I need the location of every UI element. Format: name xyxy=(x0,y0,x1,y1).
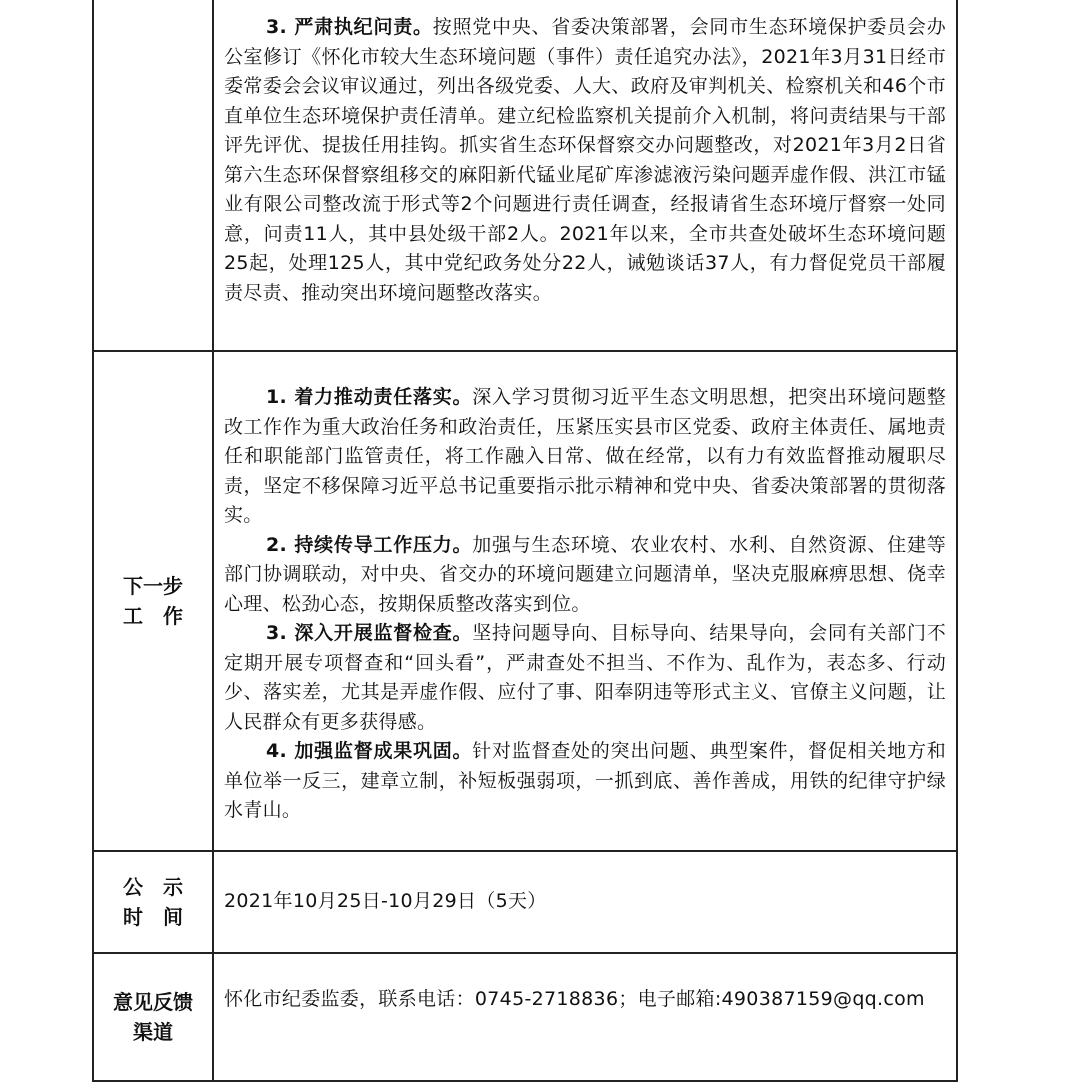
label-line: 工 作 xyxy=(123,604,183,628)
row-content-accountability xyxy=(213,0,957,351)
table-row-publicity-period xyxy=(93,851,957,953)
paragraph-heading: 3. 深入开展监督检查。 xyxy=(266,622,473,644)
paragraph-inspection xyxy=(224,619,946,737)
row-content-feedback-channel xyxy=(213,953,957,1081)
row-label-feedback-channel xyxy=(93,953,213,1081)
paragraph-body: 针对监督查处的突出问题、典型案件，督促相关地方和单位举一反三，建章立制，补短板强弱项，一抓到底、善作善成，用铁的纪律守护绿水青山。 xyxy=(224,740,947,821)
table-row-next-steps xyxy=(93,351,957,851)
table-row-accountability xyxy=(93,0,957,351)
paragraph-consolidation xyxy=(224,737,946,826)
label-line: 下一步 xyxy=(123,574,183,598)
row-content-next-steps xyxy=(213,351,957,851)
publicity-dates: 2021年10月25日-10月29日（5天） xyxy=(224,890,547,913)
paragraph-discipline-accountability xyxy=(224,13,946,308)
paragraph-heading: 2. 持续传导工作压力。 xyxy=(266,533,473,556)
paragraph-pressure xyxy=(224,531,946,620)
row-label-publicity-period xyxy=(93,851,213,953)
row-label-empty xyxy=(93,0,213,351)
row-content-publicity-period xyxy=(213,851,957,953)
label-line: 意见反馈 xyxy=(113,990,193,1014)
paragraph-body: 深入学习贯彻习近平生态文明思想，把突出环境问题整改工作作为重大政治任务和政治责任，压紧压实县市区党委、政府主体责任、属地责任和职能部门监管责任，将工作融入日常、做在经常，以有力有效监督推动履职尽责，坚定不移保障习近平总书记重要指示批示精神和党中央、省委决策部署的贯彻落实。 xyxy=(224,386,947,526)
paragraph-body: 坚持问题导向、目标导向、结果导向，会同有关部门不定期开展专项督查和“回头看”，严肃查处不担当、不作为、乱作为，表态多、行动少、落实差，尤其是弄虚作假、应付了事、阳奉阴违等形式主义、官僚主义问题，让人民群众有更多获得感。 xyxy=(224,622,947,733)
paragraph-body: 加强与生态环境、农业农村、水利、自然资源、住建等部门协调联动，对中央、省交办的环境问题建立问题清单，坚决克服麻痹思想、侥幸心理、松劲心态，按期保质整改落实到位。 xyxy=(224,533,947,615)
paragraph-heading: 4. 加强监督成果巩固。 xyxy=(266,740,473,762)
label-line: 渠道 xyxy=(133,1020,173,1044)
row-label-next-steps xyxy=(93,351,213,851)
feedback-contact: 怀化市纪委监委，联系电话：0745-2718836；电子邮箱:490387159@qq.com xyxy=(224,988,925,1010)
paragraph-body: 按照党中央、省委决策部署，会同市生态环境保护委员会办公室修订《怀化市较大生态环境问题（事件）责任追究办法》，2021年3月31日经市委常委会会议审议通过，列出各级党委、人大、政府及审判机关、检察机关和46个市直单位生态环境保护责任清单。建立纪检监察机关提前介入机制，将问责结果与干部评先评优、提拔任用挂钩。抓实省生态环保督察交办问题整改，对2021年3月2日省第六生态环保督察组移交的麻阳新代锰业尾矿库渗滤液污染问题弄虚作假、洪江市锰业有限公司整改流于形式等2个问题进行责任调查，经报请省生态环境厅督察一处同意，问责11人，其中县处级干部2人。2021年以来，全市共查处破坏生态环境问题25起，处理125人，其中党纪政务处分22人，诫勉谈话37人，有力督促党员干部履责尽责、推动突出环境问题整改落实。 xyxy=(224,16,946,304)
paragraph-heading: 1. 着力推动责任落实。 xyxy=(266,386,473,408)
paragraph-heading: 3. 严肃执纪问责。 xyxy=(266,16,433,38)
table-row-feedback-channel xyxy=(93,953,957,1081)
label-line: 时 间 xyxy=(123,905,183,929)
label-line: 公 示 xyxy=(123,875,183,899)
paragraph-responsibility xyxy=(224,383,946,531)
document-table xyxy=(92,0,958,1082)
